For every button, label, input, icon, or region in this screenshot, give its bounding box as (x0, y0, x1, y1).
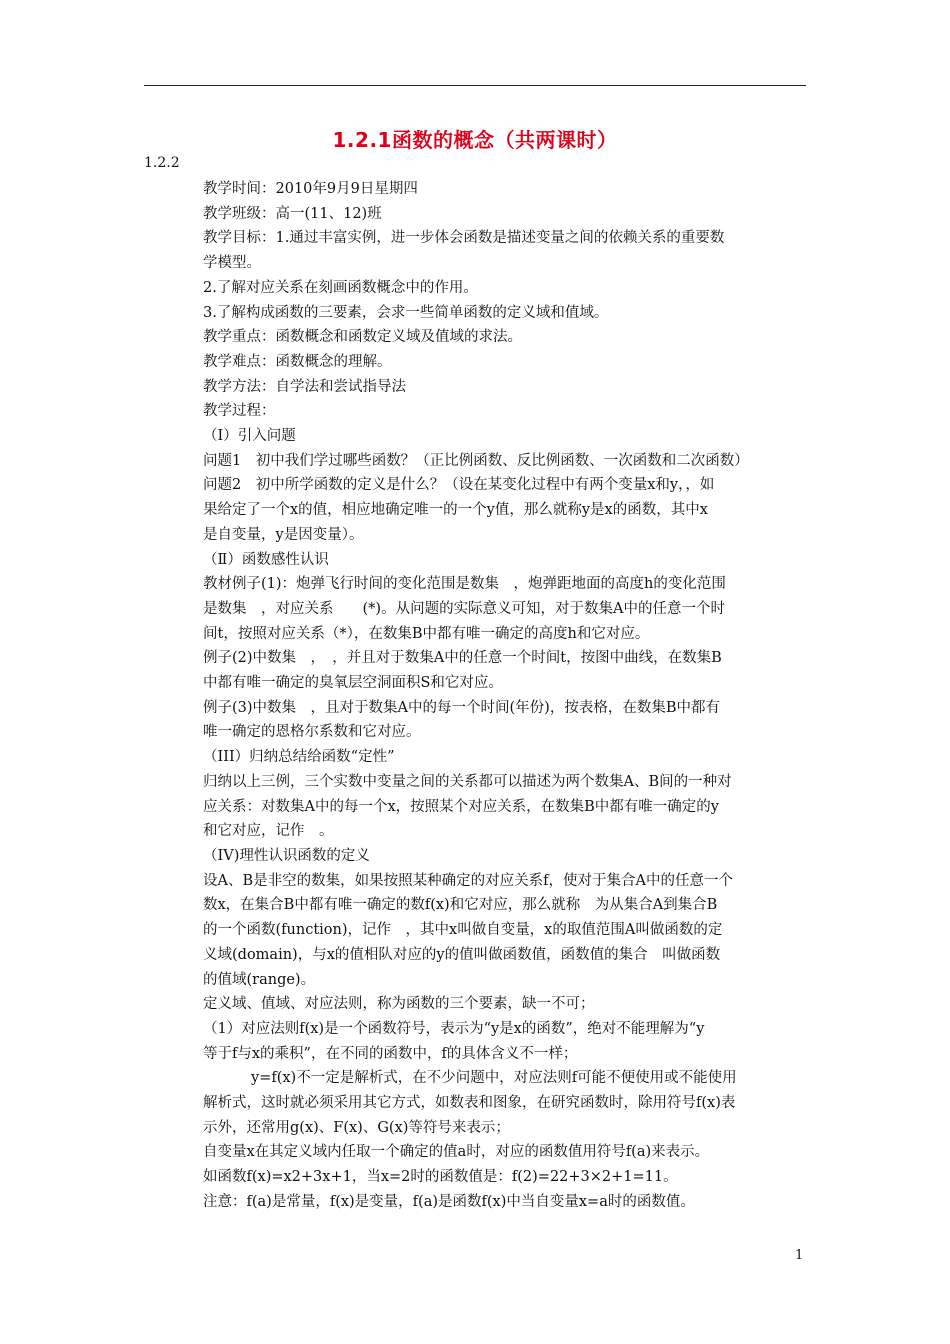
body-line: 归纳以上三例，三个实数中变量之间的关系都可以描述为两个数集A、B间的一种对 (203, 773, 732, 790)
body-line: （Ⅰ）引入问题 (203, 428, 296, 445)
body-line: 解析式，这时就必须采用其它方式，如数表和图象，在研究函数时，除用符号f(x)表 (203, 1095, 736, 1112)
body-line: 教学班级：高一(11、12)班 (203, 205, 382, 222)
body-line: 和它对应，记作 。 (203, 823, 334, 840)
body-line: 的值域(range)。 (203, 971, 316, 988)
body-line: 2.了解对应关系在刻画函数概念中的作用。 (203, 279, 478, 296)
body-line: 中都有唯一确定的臭氧层空洞面积S和它对应。 (203, 675, 503, 692)
body-line: 自变量x在其定义域内任取一个确定的值a时，对应的函数值用符号f(a)来表示。 (203, 1144, 710, 1161)
page-number: 1 (795, 1248, 804, 1263)
body-line: 问题2 初中所学函数的定义是什么？（设在某变化过程中有两个变量x和y，，如 (203, 477, 715, 494)
body-line: 是自变量，y是因变量）。 (203, 526, 364, 543)
body-line: 注意：f(a)是常量，f(x)是变量，f(a)是函数f(x)中当自变量x=a时的函数值。 (203, 1193, 695, 1210)
body-line: 如函数f(x)=x2+3x+1，当x=2时的函数值是：f(2)=22+3×2+1=11。 (203, 1169, 678, 1186)
body-line: 教学目标：1.通过丰富实例，进一步体会函数是描述变量之间的依赖关系的重要数 (203, 230, 725, 247)
body-line: 教学方法：自学法和尝试指导法 (203, 378, 406, 395)
document-body (203, 177, 806, 1215)
body-line: 示外，还常用g(x)、F(x)、G(x)等符号来表示； (203, 1119, 510, 1136)
document-title: 1.2.1函数的概念（共两课时） (332, 128, 618, 152)
body-line: 义域(domain)，与x的值相队对应的y的值叫做函数值，函数值的集合 叫做函数 (203, 946, 721, 963)
header-rule (144, 85, 806, 86)
body-line: （1）对应法则f(x)是一个函数符号，表示为“y是x的函数”，绝对不能理解为“y (203, 1020, 705, 1037)
body-line: （III）归纳总结给函数“定性” (203, 749, 395, 766)
body-line: 设A、B是非空的数集，如果按照某种确定的对应关系f，使对于集合A中的任意一个 (203, 872, 733, 889)
body-line: y=f(x)不一定是解析式，在不少问题中，对应法则f可能不便使用或不能使用 (251, 1070, 737, 1087)
body-line: 例子(2)中数集 ， ，并且对于数集A中的任意一个时间t，按图中曲线，在数集B (203, 650, 722, 667)
body-line: 间t，按照对应关系（*），在数集B中都有唯一确定的高度h和它对应。 (203, 625, 650, 642)
body-line: 教材例子(1)：炮弹飞行时间的变化范围是数集 ，炮弹距地面的高度h的变化范围 (203, 576, 726, 593)
body-line: 教学过程： (203, 403, 276, 420)
body-line: 应关系：对数集A中的每一个x，按照某个对应关系，在数集B中都有唯一确定的y (203, 798, 719, 815)
body-line: 教学重点：函数概念和函数定义域及值域的求法。 (203, 329, 522, 346)
body-line: 3.了解构成函数的三要素，会求一些简单函数的定义域和值域。 (203, 304, 609, 321)
body-line: 唯一确定的恩格尔系数和它对应。 (203, 724, 421, 741)
body-line: 果给定了一个x的值，相应地确定唯一的一个y值，那么就称y是x的函数，其中x (203, 502, 708, 519)
body-line: 例子(3)中数集 ，且对于数集A中的每一个时间(年份)，按表格，在数集B中都有 (203, 699, 720, 716)
body-line: 等于f与x的乘积”，在不同的函数中，f的具体含义不一样； (203, 1045, 578, 1062)
body-line: 问题1 初中我们学过哪些函数？（正比例函数、反比例函数、一次函数和二次函数） (203, 452, 749, 469)
body-line: 数x，在集合B中都有唯一确定的数f(x)和它对应，那么就称 为从集合A到集合B (203, 897, 718, 914)
body-line: （Ⅱ）函数感性认识 (203, 551, 329, 568)
body-line: 的一个函数(function)，记作 ，其中x叫做自变量，x的取值范围A叫做函数的定 (203, 922, 723, 939)
body-line: 教学难点：函数概念的理解。 (203, 353, 392, 370)
body-line: 是数集 ，对应关系 (*)。从问题的实际意义可知，对于数集A中的任意一个时 (203, 600, 726, 617)
body-line: 学模型。 (203, 255, 261, 272)
body-line: （IV)理性认识函数的定义 (203, 847, 370, 864)
body-line: 教学时间：2010年9月9日星期四 (203, 181, 418, 197)
body-line: 定义域、值域、对应法则，称为函数的三个要素，缺一不可； (203, 996, 595, 1013)
section-number: 1.2.2 (144, 155, 180, 171)
